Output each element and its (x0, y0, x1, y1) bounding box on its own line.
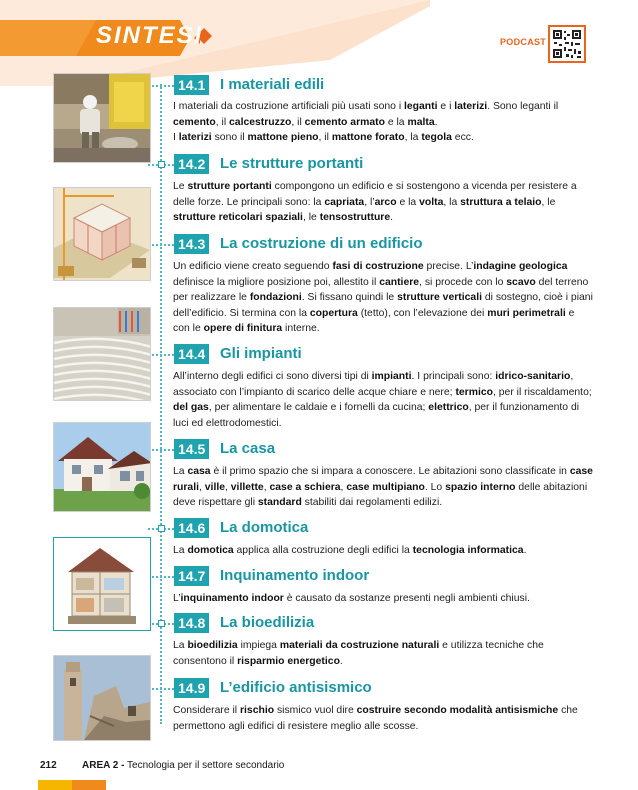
section-number: 14.9 (174, 678, 209, 698)
section-number: 14.7 (174, 566, 209, 586)
section-number: 14.8 (174, 613, 209, 633)
section-title: La domotica (220, 519, 309, 536)
timeline-line (160, 84, 162, 724)
page-title: SINTESI (96, 22, 204, 49)
building-structure-illustration (53, 187, 151, 281)
footer-area-label: AREA 2 - (82, 760, 125, 771)
timeline-node (158, 161, 165, 168)
section-text-domotica: La domotica applica alla costruzione degli edifici la tecnologia informatica. (173, 545, 527, 556)
section-title: Inquinamento indoor (220, 567, 370, 584)
section-number: 14.5 (174, 439, 209, 459)
footer-area-title: Tecnologia per il settore secondario (127, 760, 285, 771)
section-number: 14.4 (174, 344, 209, 364)
timeline-connector (148, 244, 174, 246)
section-text-impianti: All’interno degli edifici ci sono diversi tipi di impianti. I principali sono: idrico-sanitario, associato con l’impianto di scarico delle acque chiare e nere; termico, per il riscaldamento; del gas, per alimentare le caldaie e i fornelli da cucina; elettrico, per il funzionamento di luci ed elettrodomestici. (173, 371, 592, 429)
section-text-materiali: I materiali da costruzione artificiali più usati sono i leganti e i laterizi. Sono leganti il cemento, il calcestruzzo, il cemento armato e la malta. I laterizi sono il mattone pieno, il mattone forato, la tegola ecc. (173, 101, 559, 143)
section-title: I materiali edili (220, 76, 325, 93)
section-text-inquinamento: L’inquinamento indoor è causato da sostanze presenti negli ambienti chiusi. (173, 593, 530, 604)
section-number: 14.1 (174, 75, 209, 95)
footer-bar (38, 780, 72, 790)
timeline-connector (148, 449, 174, 451)
timeline-node (158, 620, 165, 627)
section-text-casa: La casa è il primo spazio che si impara a conoscere. Le abitazioni sono classificate in case rurali, ville, villette, case a schiera, case multipiano. Lo spazio interno delle abitazioni deve rispettare gli standard stabiliti dai regolamenti edilizi. (173, 466, 593, 508)
qr-code-icon[interactable] (548, 25, 586, 63)
section-title: La costruzione di un edificio (220, 235, 423, 252)
section-title: Le strutture portanti (220, 155, 364, 172)
timeline-node (158, 525, 165, 532)
construction-worker-photo (53, 73, 151, 163)
section-text-strutture: Le strutture portanti compongono un edificio e si sostengono a vicenda per resistere a delle forze. Le principali sono: la capriata, l’arco e la volta, la struttura a telaio, le strutture reticolari spaziali, le tensostrutture. (173, 181, 577, 223)
podcast-label: PODCAST (500, 37, 547, 47)
page-number: 212 (40, 760, 57, 771)
footer-bar (72, 780, 106, 790)
section-text-bioedilizia: La bioedilizia impiega materiali da costruzione naturali e utilizza tecniche che consentono il risparmio energetico. (173, 640, 544, 667)
section-number: 14.6 (174, 518, 209, 538)
section-text-costruzione: Un edificio viene creato seguendo fasi di costruzione precise. L’indagine geologica definisce la migliore posizione poi, allestito il cantiere, si procede con lo scavo del terreno per realizzare le fondazioni. Si fissano quindi le strutture verticali di sostegno, cioè i piani dell’edificio. Si termina con la copertura (tetto), con l’elevazione dei muri perimetrali e con le opere di finitura interne. (173, 261, 593, 334)
timeline-connector (148, 354, 174, 356)
house-photo (53, 422, 151, 512)
heating-pipes-photo (53, 307, 151, 401)
section-title: Gli impianti (220, 345, 302, 362)
timeline-connector (148, 85, 174, 87)
house-cutaway-illustration (53, 537, 151, 631)
section-number: 14.3 (174, 234, 209, 254)
section-title: La bioedilizia (220, 614, 315, 631)
footer-bar (0, 780, 38, 790)
footer-area (82, 760, 284, 771)
timeline-connector (148, 688, 174, 690)
section-title: La casa (220, 440, 276, 457)
timeline-connector (148, 576, 174, 578)
section-text-antisismico: Considerare il rischio sismico vuol dire costruire secondo modalità antisismiche che permettono agli edifici di resistere meglio alle scosse. (173, 705, 578, 732)
section-title: L’edificio antisismico (220, 679, 372, 696)
section-number: 14.2 (174, 154, 209, 174)
earthquake-ruins-photo (53, 655, 151, 741)
